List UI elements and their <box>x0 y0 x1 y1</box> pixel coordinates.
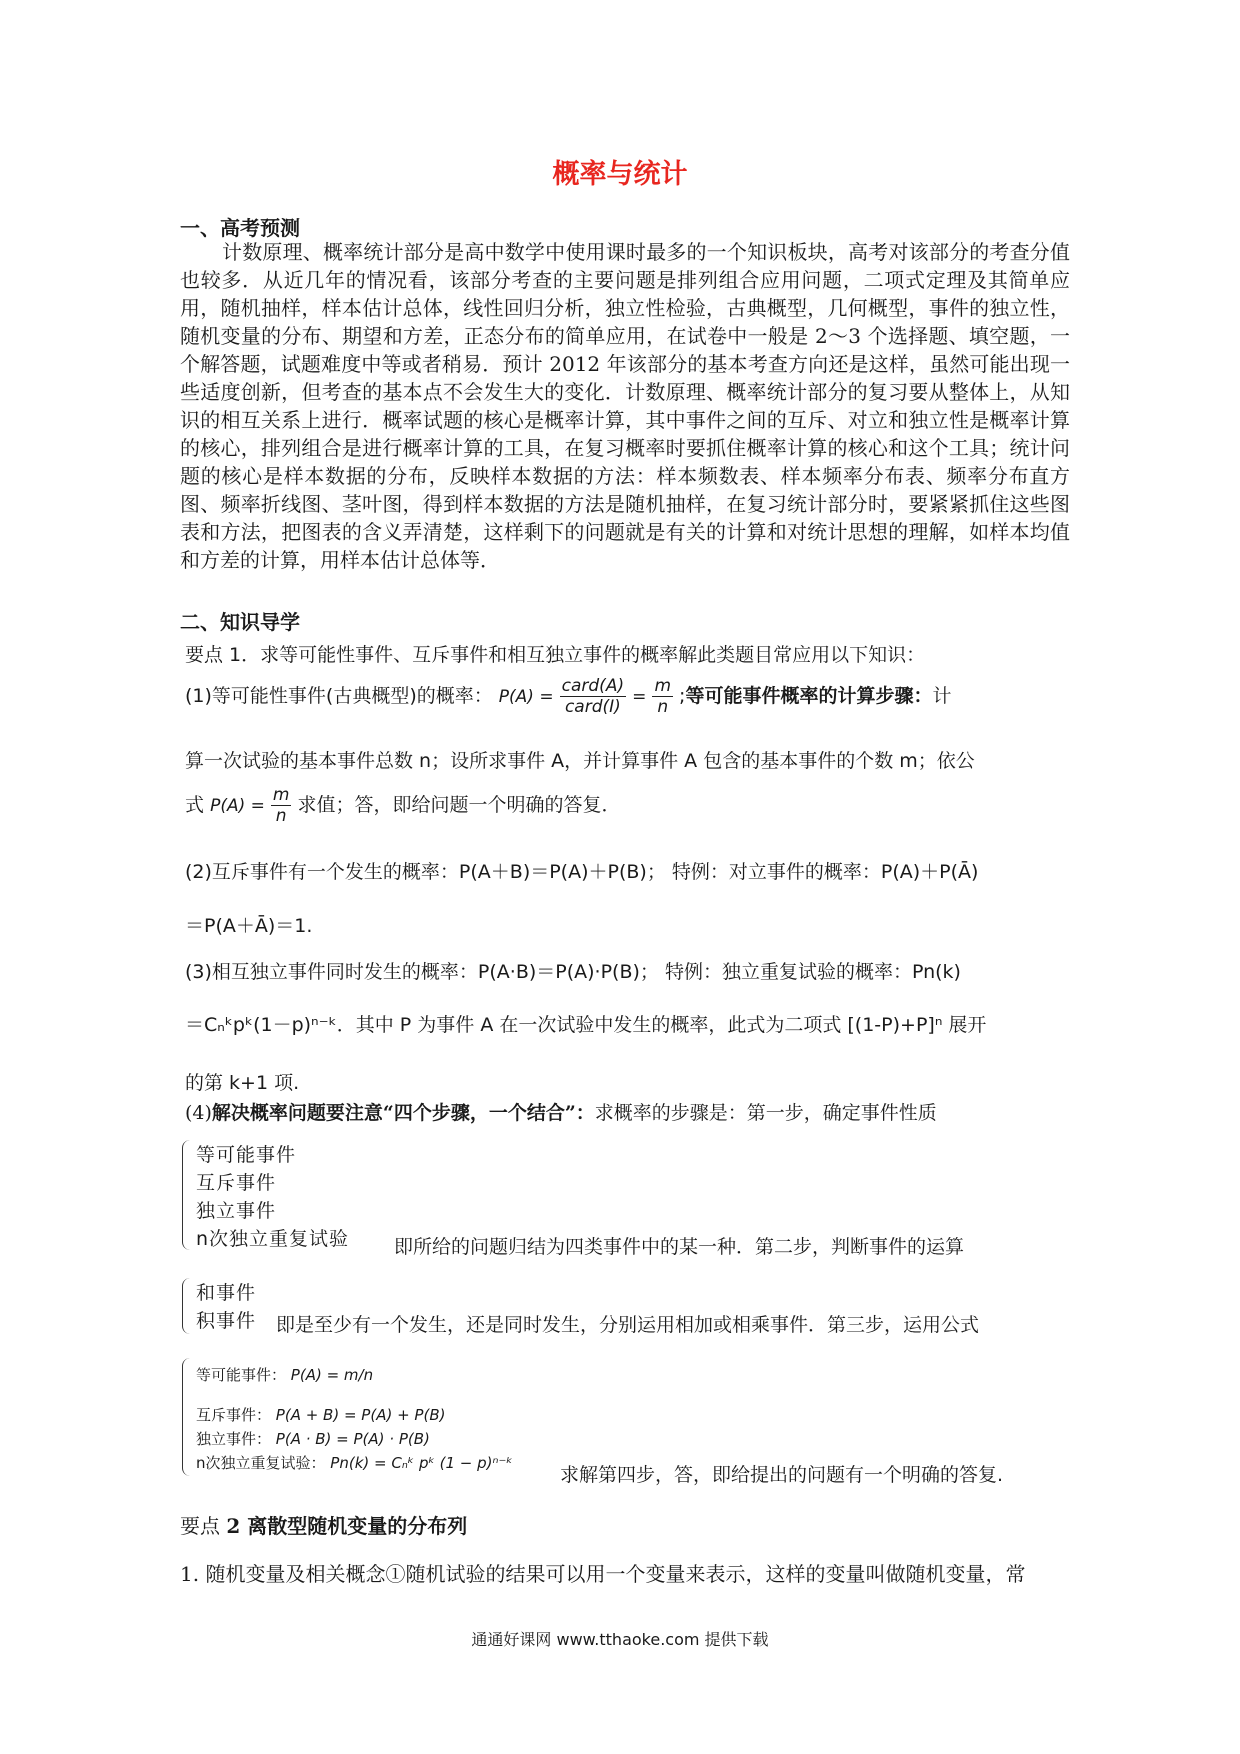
item1-line3-formula: P(A) = <box>210 796 265 816</box>
item3-line2: ＝Cₙᵏpᵏ(1－p)ⁿ⁻ᵏ．其中 P 为事件 A 在一次试验中发生的概率，此式为二项式 [(1-P)+P]ⁿ 展开 <box>185 1014 987 1036</box>
item3-line1: (3)相互独立事件同时发生的概率：P(A·B)＝P(A)·P(B)； 特例：独立重复试验的概率：Pn(k) <box>185 961 961 983</box>
item4-bold: 解决概率问题要注意“四个步骤，一个结合”： <box>211 1102 595 1124</box>
item3-line3: 的第 k+1 项. <box>185 1072 300 1094</box>
section-heading-forecast: 一、高考预测 <box>180 216 300 240</box>
formula-row: 独立事件： P(A · B) = P(A) · P(B) <box>196 1430 430 1448</box>
brace1-item: n次独立重复试验 <box>196 1228 350 1250</box>
brace-icon <box>182 1278 193 1334</box>
item2-line2: ＝P(A＋Ā)＝1. <box>185 915 313 937</box>
item1-suffix: 计 <box>932 685 952 707</box>
item1-formula-lhs: P(A) = <box>498 687 554 707</box>
item1-bold-label: 等可能事件概率的计算步骤： <box>685 685 933 707</box>
brace3-after: 求解第四步，答，即给提出的问题有一个明确的答复. <box>560 1464 1004 1486</box>
brace2-after: 即是至少有一个发生，还是同时发生，分别运用相加或相乘事件．第三步，运用公式 <box>276 1314 980 1336</box>
item2-line1: (2)互斥事件有一个发生的概率：P(A＋B)＝P(A)＋P(B)； 特例：对立事件的概率：P(A)＋P(Ā) <box>185 861 979 883</box>
item1-line3-fraction: $\frac{m}{n}$ <box>272 785 290 826</box>
brace2-item: 和事件 <box>196 1282 257 1304</box>
brace1-item: 互斥事件 <box>196 1172 277 1194</box>
brace1-after: 即所给的问题归结为四类事件中的某一种．第二步，判断事件的运算 <box>394 1236 965 1258</box>
formula-row: 等可能事件： P(A) = m/n <box>196 1366 374 1384</box>
formula-row: 互斥事件： P(A + B) = P(A) + P(B) <box>196 1406 446 1424</box>
brace-icon <box>182 1140 193 1250</box>
brace1-item: 独立事件 <box>196 1200 277 1222</box>
item1-fraction-card: $\frac{\text{card(A)}}{\text{card(I)}}$ <box>561 676 625 717</box>
section-heading-knowledge: 二、知识导学 <box>180 610 300 634</box>
operation-brace <box>182 1278 272 1334</box>
formula-brace <box>182 1358 542 1476</box>
point2-line1: 1. 随机变量及相关概念①随机试验的结果可以用一个变量来表示，这样的变量叫做随机变量，常 <box>180 1562 1026 1586</box>
page-footer: 通通好课网 www.tthaoke.com 提供下载 <box>471 1630 769 1649</box>
item1-line1: (1)等可能性事件(古典概型)的概率： P(A) = $\frac{\text{card(A)}}{\text{card(I)}}$ = $\frac{m}{n}$ ;等可能事件概率的计算步骤：计 <box>185 676 952 717</box>
point2-heading: 要点 2 离散型随机变量的分布列 <box>180 1514 468 1538</box>
point1-intro: 要点 1．求等可能性事件、互斥事件和相互独立事件的概率解此类题目常应用以下知识： <box>185 644 926 666</box>
item1-line3: 式 P(A) = $\frac{m}{n}$ 求值；答，即给问题一个明确的答复． <box>185 785 621 826</box>
formula-row: n次独立重复试验： Pn(k) = Cₙᵏ pᵏ (1 − p)ⁿ⁻ᵏ <box>196 1454 513 1472</box>
event-types-brace <box>182 1140 392 1250</box>
item1-line2: 算一次试验的基本事件总数 n；设所求事件 A，并计算事件 A 包含的基本事件的个数 m；依公 <box>185 750 975 772</box>
page-title: 概率与统计 <box>552 159 688 190</box>
brace2-item: 积事件 <box>196 1310 257 1332</box>
item4-line1: (4)解决概率问题要注意“四个步骤，一个结合”：求概率的步骤是：第一步，确定事件性质 <box>185 1102 937 1124</box>
item1-fraction-mn: $\frac{m}{n}$ <box>654 676 671 717</box>
forecast-paragraph: 计数原理、概率统计部分是高中数学中使用课时最多的一个知识板块，高考对该部分的考查分值也较多．从近几年的情况看，该部分考查的主要问题是排列组合应用问题，二项式定理及其简单应用，随机抽样，样本估计总体，线性回归分析，独立性检验，古典概型，几何概型，事件的独立性，随机变量的分布、期望和方差，正态分布的简单应用，在试卷中一般是 2～3 个选择题、填空题，一个解答题，试题难度中等或者稍易．预计 2012 年该部分的基本考查方向还是这样，虽然可能出现一些适度创新，但考查的基本点不会发生大的变化．计数原理、概率统计部分的复习要从整体上，从知识的相互关系上进行．概率试题的核心是概率计算，其中事件之间的互斥、对立和独立性是概率计算的核心，排列组合是进行概率计算的工具，在复习概率时要抓住概率计算的核心和这个工具；统计问题的核心是样本数据的分布，反映样本数据的方法：样本频数表、样本频率分布表、频率分布直方图、频率折线图、茎叶图，得到样本数据的方法是随机抽样，在复习统计部分时，要紧紧抓住这些图表和方法，把图表的含义弄清楚，这样剩下的问题就是有关的计算和对统计思想的理解，如样本均值和方差的计算，用样本估计总体等． <box>180 240 1070 572</box>
brace1-item: 等可能事件 <box>196 1144 297 1166</box>
item1-prefix: (1)等可能性事件(古典概型)的概率： <box>185 685 493 707</box>
brace-icon <box>182 1358 193 1476</box>
